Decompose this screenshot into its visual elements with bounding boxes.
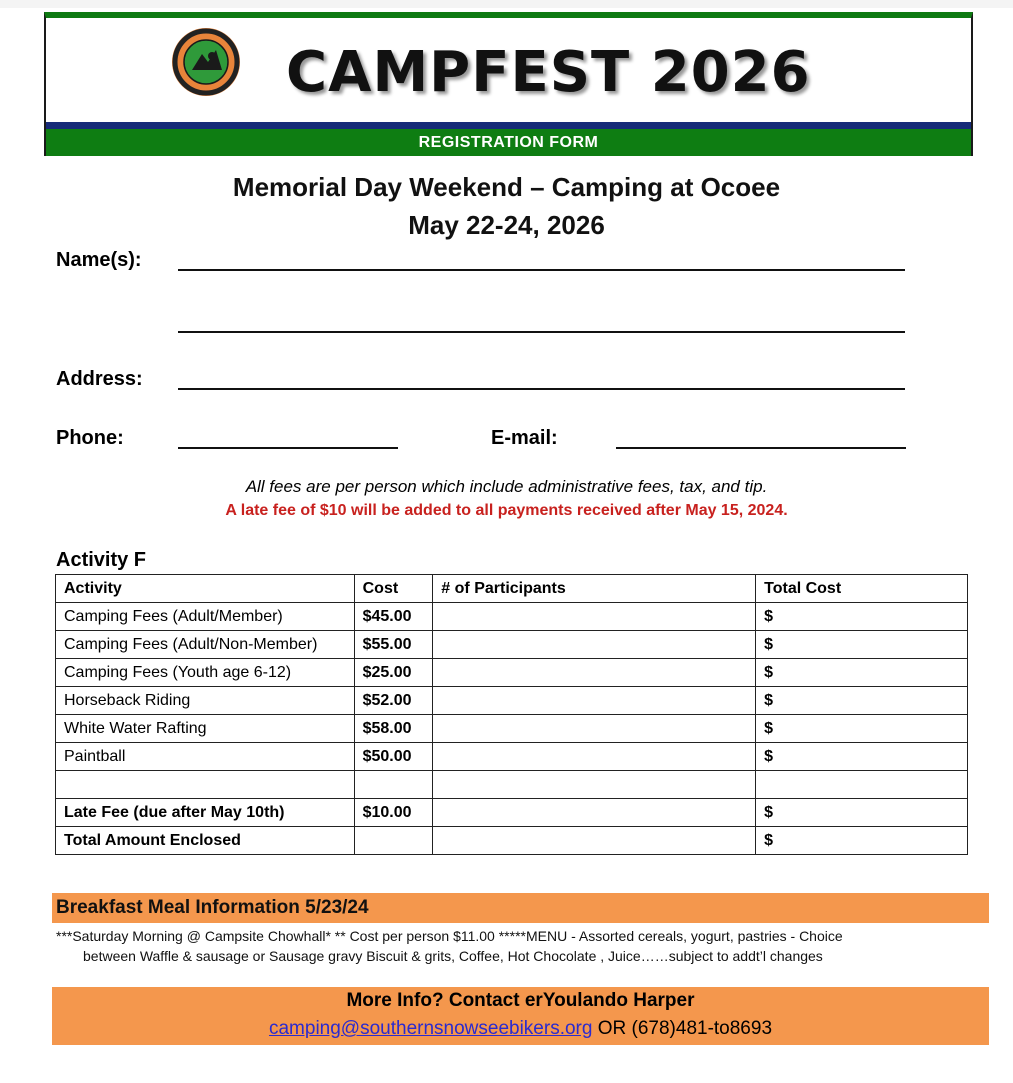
table-row	[56, 799, 968, 827]
activity-cell: Camping Fees (Adult/Member)	[56, 603, 355, 631]
activity-cell: Camping Fees (Youth age 6-12)	[56, 659, 355, 687]
activity-cell: Camping Fees (Adult/Non-Member)	[56, 631, 355, 659]
breakfast-details-line-2: between Waffle & sausage or Sausage gravy Biscuit & grits, Coffee, Hot Chocolate , Juice……subject to addt’l changes	[83, 948, 823, 964]
participants-cell[interactable]	[433, 771, 756, 799]
page-title: CAMPFEST 2026	[286, 40, 811, 105]
email-input-line[interactable]	[616, 447, 906, 449]
total-cell[interactable]: $	[756, 687, 968, 715]
contact-box	[52, 987, 989, 1045]
activity-cell: Paintball	[56, 743, 355, 771]
activity-cell: Late Fee (due after May 10th)	[56, 799, 355, 827]
email-label: E-mail:	[491, 427, 558, 449]
contact-details	[52, 1018, 989, 1040]
cost-cell: $25.00	[354, 659, 433, 687]
cost-cell: $50.00	[354, 743, 433, 771]
total-cell[interactable]: $	[756, 827, 968, 855]
event-dates: May 22-24, 2026	[408, 210, 605, 240]
total-cell[interactable]	[756, 771, 968, 799]
club-seal-logo-icon	[170, 26, 242, 98]
participants-cell[interactable]	[433, 715, 756, 743]
table-header-row	[56, 575, 968, 603]
total-cell[interactable]: $	[756, 715, 968, 743]
names-label: Name(s):	[56, 249, 142, 271]
address-input-line[interactable]	[178, 388, 905, 390]
breakfast-details-line-1: ***Saturday Morning @ Campsite Chowhall* ** Cost per person $11.00 *****MENU - Assorted cereals, yogurt, pastries - Choice	[56, 928, 843, 944]
header-divider	[46, 122, 971, 129]
top-strip	[0, 0, 1013, 8]
breakfast-title: Breakfast Meal Information 5/23/24	[56, 897, 369, 918]
total-cell[interactable]: $	[756, 743, 968, 771]
contact-email-link[interactable]: camping@southernsnowseebikers.org	[268, 1018, 593, 1039]
activity-cell	[56, 771, 355, 799]
participants-cell[interactable]	[433, 631, 756, 659]
total-cell[interactable]: $	[756, 799, 968, 827]
table-row	[56, 687, 968, 715]
contact-phone: (678)481-to8693	[631, 1018, 773, 1039]
phone-label: Phone:	[56, 427, 124, 449]
total-cell[interactable]: $	[756, 659, 968, 687]
cost-cell	[354, 771, 433, 799]
breakfast-header-bar	[52, 893, 989, 923]
participants-cell[interactable]	[433, 799, 756, 827]
total-cell[interactable]: $	[756, 631, 968, 659]
activity-cell: White Water Rafting	[56, 715, 355, 743]
contact-separator: OR	[592, 1018, 632, 1039]
breakfast-details	[56, 926, 976, 966]
names-input-line-1[interactable]	[178, 269, 905, 271]
event-title: Memorial Day Weekend – Camping at Ocoee	[232, 172, 781, 202]
registration-band	[46, 129, 971, 156]
table-row	[56, 743, 968, 771]
activity-cell: Horseback Riding	[56, 687, 355, 715]
late-fee-note: A late fee of $10 will be added to all payments received after May 15, 2024.	[225, 502, 788, 519]
participants-cell[interactable]	[433, 743, 756, 771]
total-cell[interactable]: $	[756, 603, 968, 631]
table-row	[56, 771, 968, 799]
activity-fees-table	[55, 574, 968, 855]
names-input-line-2[interactable]	[178, 331, 905, 333]
cost-cell: $10.00	[354, 799, 433, 827]
phone-input-line[interactable]	[178, 447, 398, 449]
fees-note: All fees are per person which include administrative fees, tax, and tip.	[245, 477, 768, 496]
participants-cell[interactable]	[433, 687, 756, 715]
cost-cell	[354, 827, 433, 855]
header-activity: Activity	[56, 575, 355, 603]
header-cost: Cost	[354, 575, 433, 603]
cost-cell: $45.00	[354, 603, 433, 631]
contact-heading: More Info? Contact erYoulando Harper	[346, 990, 695, 1011]
table-row	[56, 603, 968, 631]
participants-cell[interactable]	[433, 827, 756, 855]
participants-cell[interactable]	[433, 659, 756, 687]
header-banner	[44, 12, 973, 156]
table-row	[56, 827, 968, 855]
table-row	[56, 715, 968, 743]
participants-cell[interactable]	[433, 603, 756, 631]
table-row	[56, 659, 968, 687]
cost-cell: $55.00	[354, 631, 433, 659]
activity-cell: Total Amount Enclosed	[56, 827, 355, 855]
registration-form-title: REGISTRATION FORM	[418, 134, 599, 151]
header-total-cost: Total Cost	[756, 575, 968, 603]
cost-cell: $52.00	[354, 687, 433, 715]
address-label: Address:	[56, 368, 143, 390]
table-row	[56, 631, 968, 659]
cost-cell: $58.00	[354, 715, 433, 743]
activity-table-title: Activity F	[56, 549, 147, 571]
header-participants: # of Participants	[433, 575, 756, 603]
